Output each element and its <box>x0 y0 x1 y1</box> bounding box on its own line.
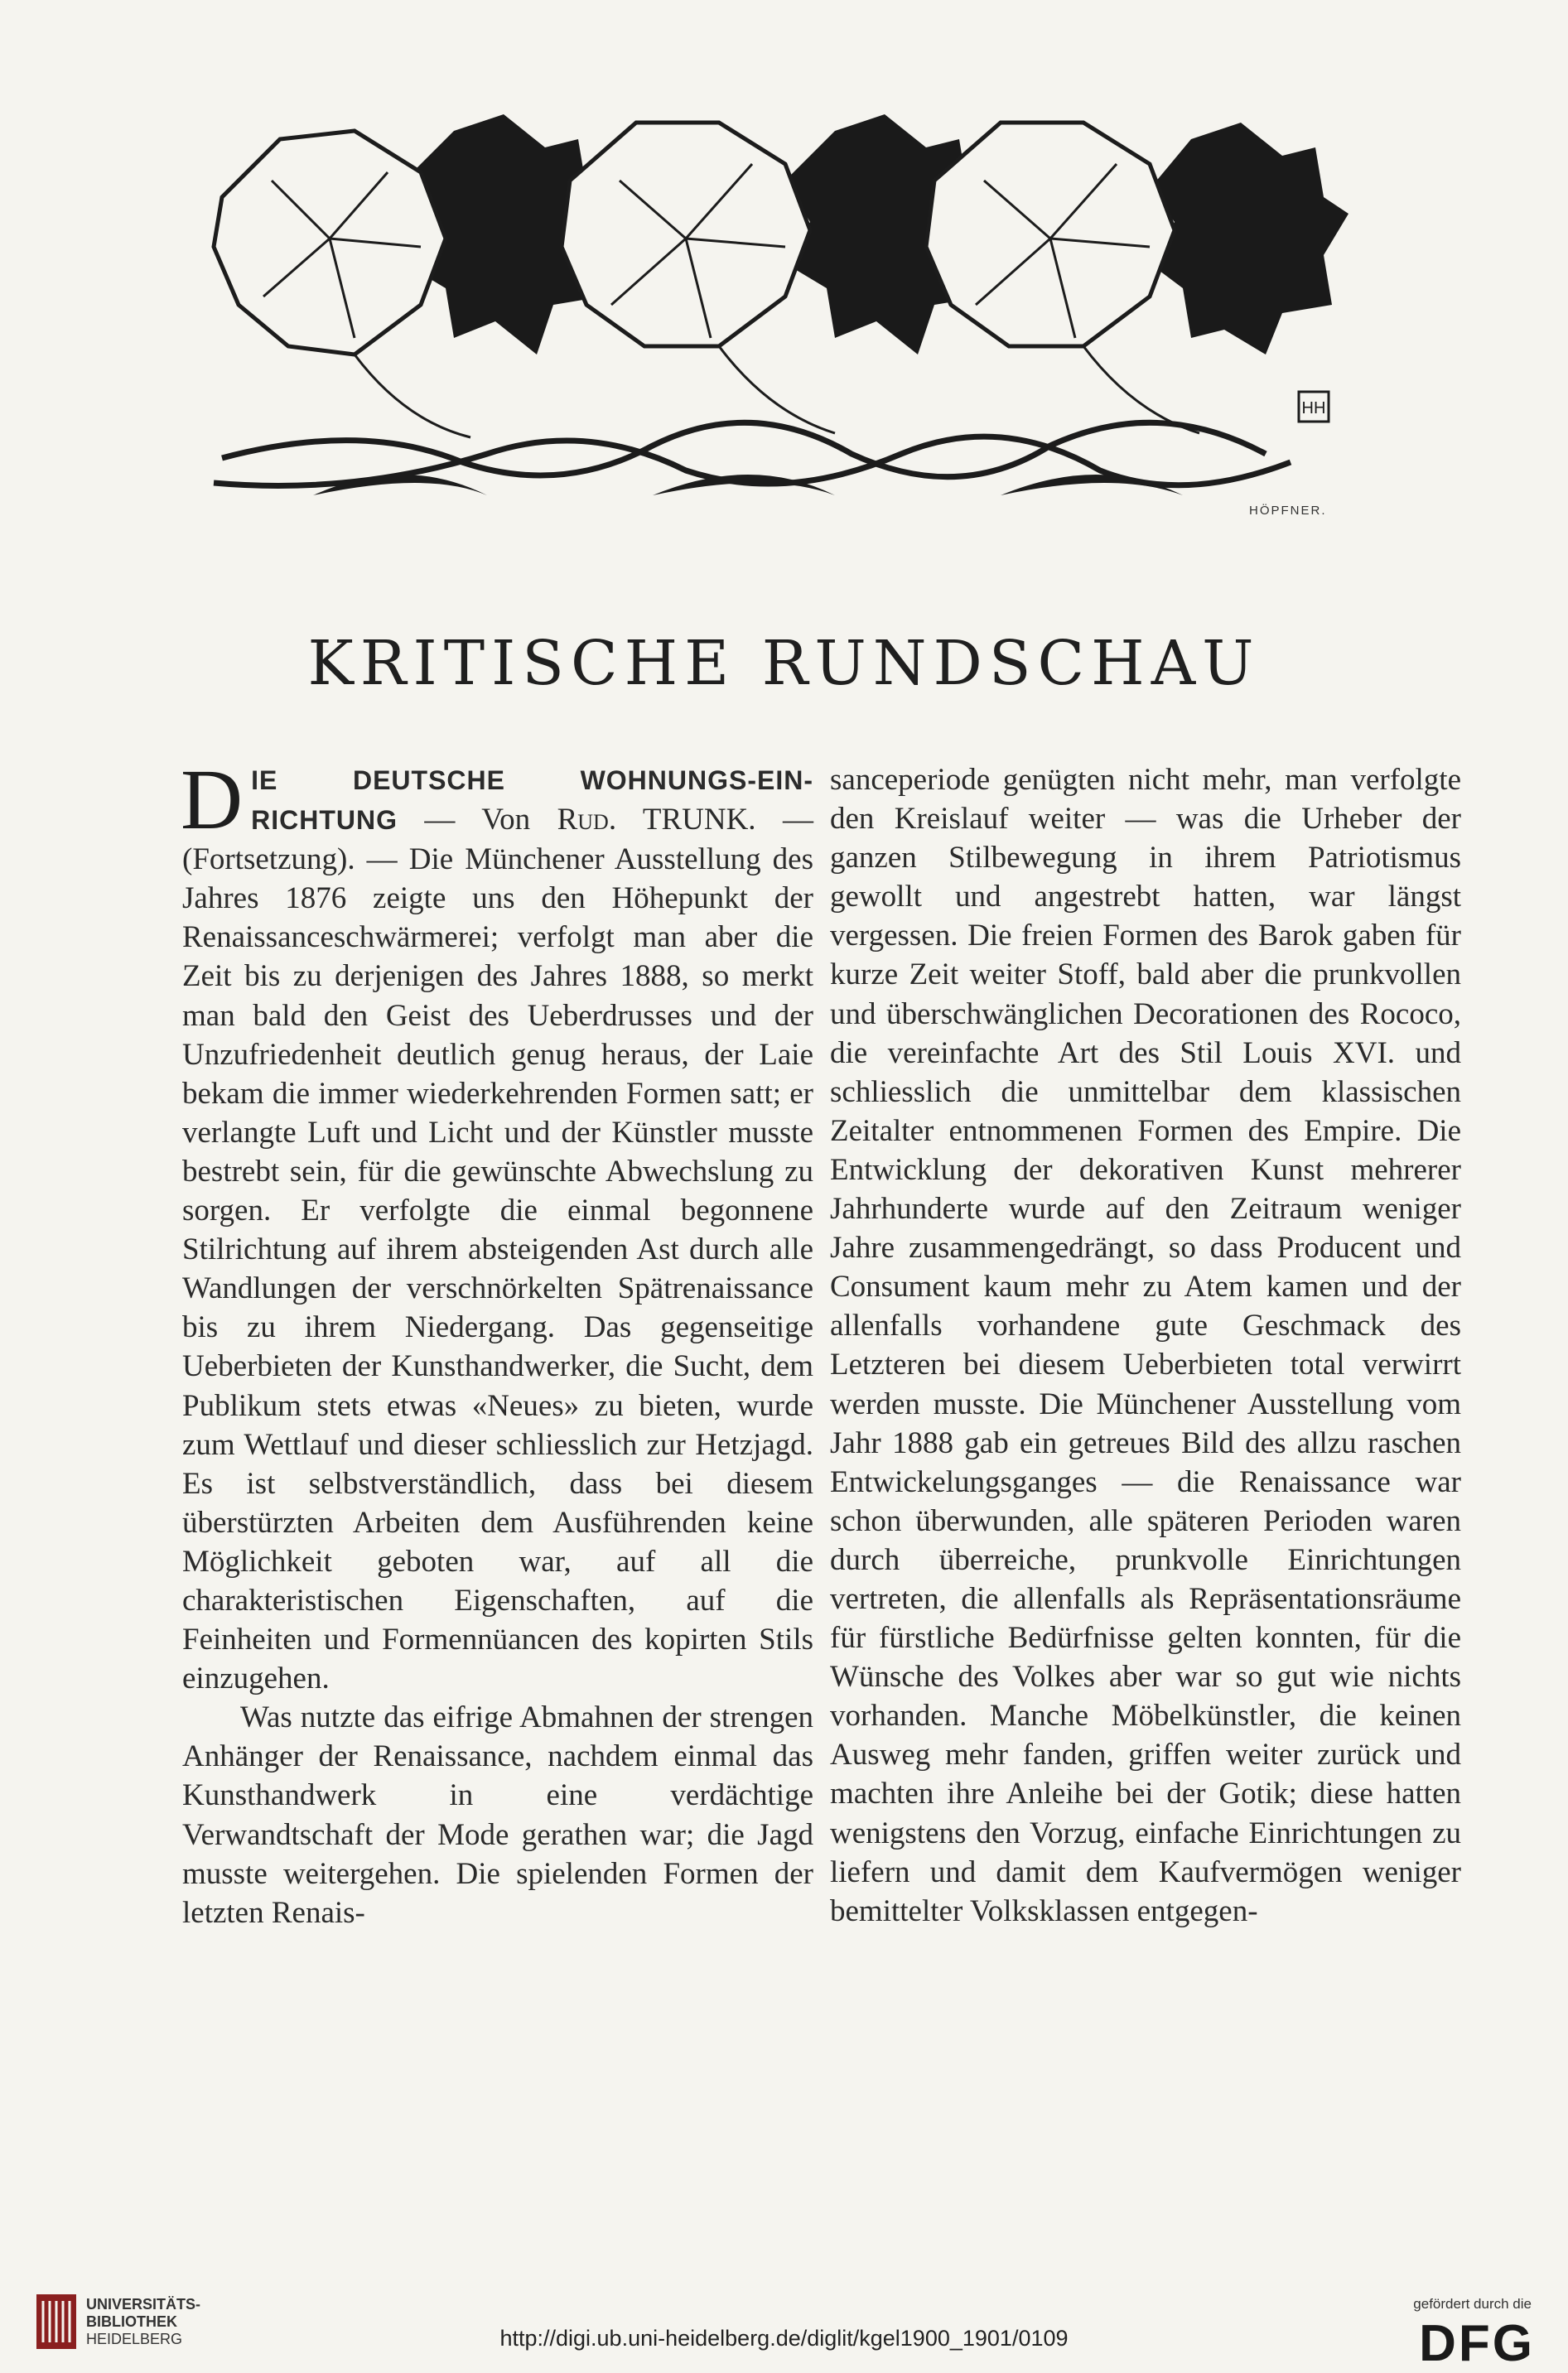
right-paragraph-1: sanceperiode genügten nicht mehr, man verfolgte den Kreislauf weiter — was die Urheber der ganzen Stilbewegung in ihrem Patriotismus gewollt und angestrebt hatten, war längst vergessen. Die freien Formen des Barok gaben für kurze Zeit weiter Stoff, bald aber die prunkvollen und überschwänglichen Decorationen des Rococo, die vereinfachte Art des Stil Louis XVI. und schliesslich die unmittelbar dem klassischen Zeitalter entnommenen Formen des Empire. Die Entwicklung der dekorativen Kunst mehrerer Jahrhunderte wurde auf den Zeitraum weniger Jahre zusammengedrängt, so dass Producent und Consument kaum mehr zu Atem kamen und der allenfalls vorhandene gute Geschmack des Letzteren bei diesem Ueberbieten total verwirrt werden musste. Die Münchener Ausstellung vom Jahr 1888 gab ein getreues Bild des allzu raschen Entwickelungsganges — die Renaissance war schon überwunden, alle späteren Perioden waren durch überreiche, prunkvolle Einrichtungen vertreten, die allenfalls als Repräsentationsräume für fürstliche Bedürfnisse gelten konnten, für die Wünsche des Volkes aber war so gut wie nichts vorhanden. Manche Möbelkünstler, die keinen Ausweg mehr fanden, griffen weiter zurück und machten ihre Anleihe bei der Gotik; diese hatten wenigstens den Vorzug, einfache Einrichtungen zu liefern und damit dem Kaufvermögen weniger bemittelter Volksklassen entgegen- <box>830 763 1461 1928</box>
artist-signature: HÖPFNER. <box>1249 504 1327 518</box>
left-column <box>181 752 813 1932</box>
funding-note: gefördert durch die <box>1413 2296 1532 2312</box>
article-opening <box>181 752 813 1698</box>
library-name-line-3: HEIDELBERG <box>86 2331 183 2347</box>
monogram-text: HH <box>1301 399 1326 417</box>
author-first-name: Rud. <box>557 803 617 837</box>
source-url-link[interactable]: http://digi.ub.uni-heidelberg.de/diglit/kgel1900_1901/0109 <box>499 2326 1069 2351</box>
page-title: KRITISCHE RUNDSCHAU <box>307 628 1261 699</box>
author-last-name: TRUNK. <box>616 803 756 837</box>
ornament-illustration <box>189 106 1365 520</box>
dfg-logo: DFG <box>1419 2315 1535 2372</box>
drop-cap: D <box>181 752 244 847</box>
left-paragraph-2: Was nutzte das eifrige Abmahnen der strengen Anhänger der Renaissance, nachdem einmal das Kunsthandwerk in eine verdächtige Verwandtschaft der Mode gerathen war; die Jagd musste weitergehen. Die spielenden Formen der letzten Renais- <box>182 1700 813 1930</box>
library-name-line-1: UNIVERSITÄTS- <box>86 2296 201 2313</box>
footer <box>0 2278 1568 2372</box>
article-heading: IE DEUTSCHE WOHNUNGS-EIN-RICHTUNG <box>251 765 813 836</box>
library-name-line-2: BIBLIOTHEK <box>86 2313 177 2330</box>
left-paragraph-1: — (Fortsetzung). — Die Münchener Ausstellung des Jahres 1876 zeigte uns den Höhepunkt der Renaissanceschwärmerei; verfolgt man aber die Zeit bis zu derjenigen des Jahres 1888, so merkt man bald den Geist des Ueberdrusses und der Unzufriedenheit deutlich genug heraus, der Laie bekam die immer wiederkehrenden Formen satt; er verlangte Luft und Licht und der Künstler musste bestrebt sein, für die gewünschte Abwechslung zu sorgen. Er verfolgte die einmal begonnene Stilrichtung auf ihrem absteigenden Ast durch alle Wandlungen der verschnörkelten Spätrenaissance bis zu ihrem Niedergang. Das gegenseitige Ueberbieten der Kunsthandwerker, die Sucht, dem Publikum stets etwas «Neues» zu bieten, wurde zum Wettlauf und dieser schliesslich zur Hetzjagd. Es ist selbstverständlich, dass bei diesem überstürzten Arbeiten dem Ausführenden keine Möglichkeit geboten war, auf all die charakteristischen Eigenschaften, auf die Feinheiten und Formennüancen des kopirten Stils einzugehen. <box>182 803 813 1696</box>
right-column <box>830 760 1461 1931</box>
byline-prefix: — Von <box>397 803 557 837</box>
